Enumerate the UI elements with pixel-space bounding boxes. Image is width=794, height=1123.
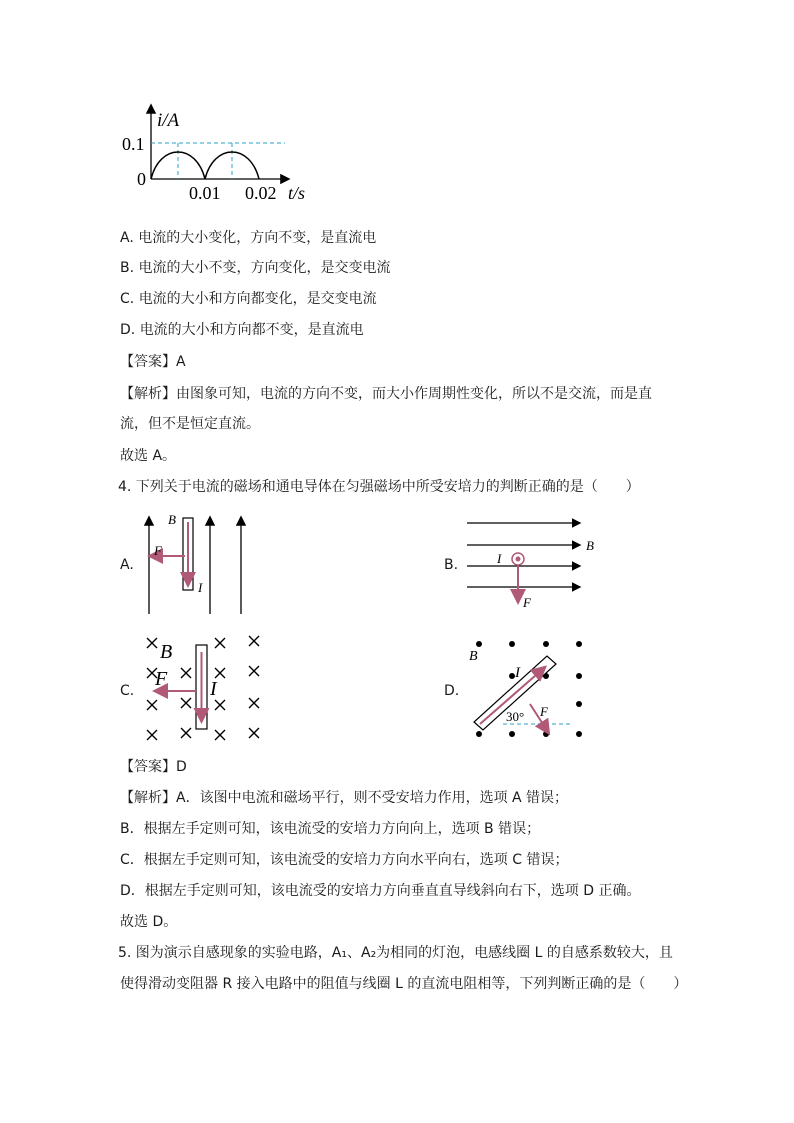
- q3-explanation-line1: 【解析】由图象可知，电流的方向不变，而大小作周期性变化，所以不是交流，而是直: [120, 386, 652, 402]
- figure-a: [140, 508, 260, 618]
- label-b: B: [160, 641, 173, 663]
- label-f: F: [540, 704, 548, 719]
- q3-option-d: D. 电流的大小和方向都不变，是直流电: [120, 322, 364, 338]
- label-f: F: [155, 668, 168, 690]
- label-i: I: [198, 580, 203, 595]
- figure-b-label: B.: [444, 557, 459, 573]
- q4-explanation-b: B．根据左手定则可知，该电流受的安培力方向向上，选项 B 错误；: [120, 821, 541, 837]
- q4-answer: 【答案】D: [120, 759, 187, 775]
- q5-stem-line2: 使得滑动变阻器 R 接入电路中的阻值与线圈 L 的直流电阻相等，下列判断正确的是（ ）: [120, 976, 688, 992]
- label-i: I: [210, 678, 217, 700]
- label-b: B: [469, 649, 478, 664]
- origin-label: 0: [137, 169, 146, 189]
- q3-option-c: C. 电流的大小和方向都变化，是交变电流: [120, 291, 377, 307]
- q3-answer: 【答案】A: [120, 354, 186, 370]
- label-b: B: [168, 512, 176, 527]
- angle-label: 30°: [506, 709, 525, 724]
- x-tick-label-2: 0.02: [245, 183, 277, 203]
- label-i: I: [515, 665, 520, 681]
- q4-explanation-a: 【解析】A．该图中电流和磁场平行，则不受安培力作用，选项 A 错误；: [120, 790, 569, 806]
- current-time-graph: [110, 100, 330, 210]
- q3-conclusion: 故选 A。: [120, 448, 177, 464]
- q4-explanation-d: D．根据左手定则可知，该电流受的安培力方向垂直直导线斜向右下，选项 D 正确。: [120, 883, 641, 899]
- label-f: F: [154, 543, 162, 558]
- figure-d-label: D.: [444, 683, 460, 699]
- q3-option-a: A. 电流的大小变化，方向不变，是直流电: [120, 230, 377, 246]
- q5-stem-line1: 5. 图为演示自感现象的实验电路，A₁、A₂为相同的灯泡，电感线圈 L 的自感系数较大，且: [118, 945, 673, 961]
- label-b: B: [586, 538, 594, 553]
- x-tick-label-1: 0.01: [189, 183, 221, 203]
- label-f: F: [523, 595, 531, 610]
- q3-option-b: B. 电流的大小不变，方向变化，是交变电流: [120, 260, 391, 276]
- q4-stem: 4. 下列关于电流的磁场和通电导体在匀强磁场中所受安培力的判断正确的是（ ）: [118, 479, 640, 495]
- x-axis-label: t/s: [288, 183, 306, 203]
- q3-explanation-line2: 流，但不是恒定直流。: [120, 416, 260, 432]
- y-tick-label: 0.1: [122, 134, 145, 154]
- label-i: I: [497, 551, 502, 566]
- figure-b: [462, 515, 602, 615]
- figure-c: [140, 630, 270, 745]
- q4-conclusion: 故选 D。: [120, 914, 178, 930]
- figure-d: [466, 632, 596, 744]
- q4-explanation-c: C．根据左手定则可知，该电流受的安培力方向水平向右，选项 C 错误；: [120, 852, 569, 868]
- figure-c-label: C.: [120, 683, 135, 699]
- y-axis-label: i/A: [157, 110, 180, 131]
- rectified-current-curve: [151, 152, 259, 179]
- figure-a-label: A.: [120, 557, 134, 573]
